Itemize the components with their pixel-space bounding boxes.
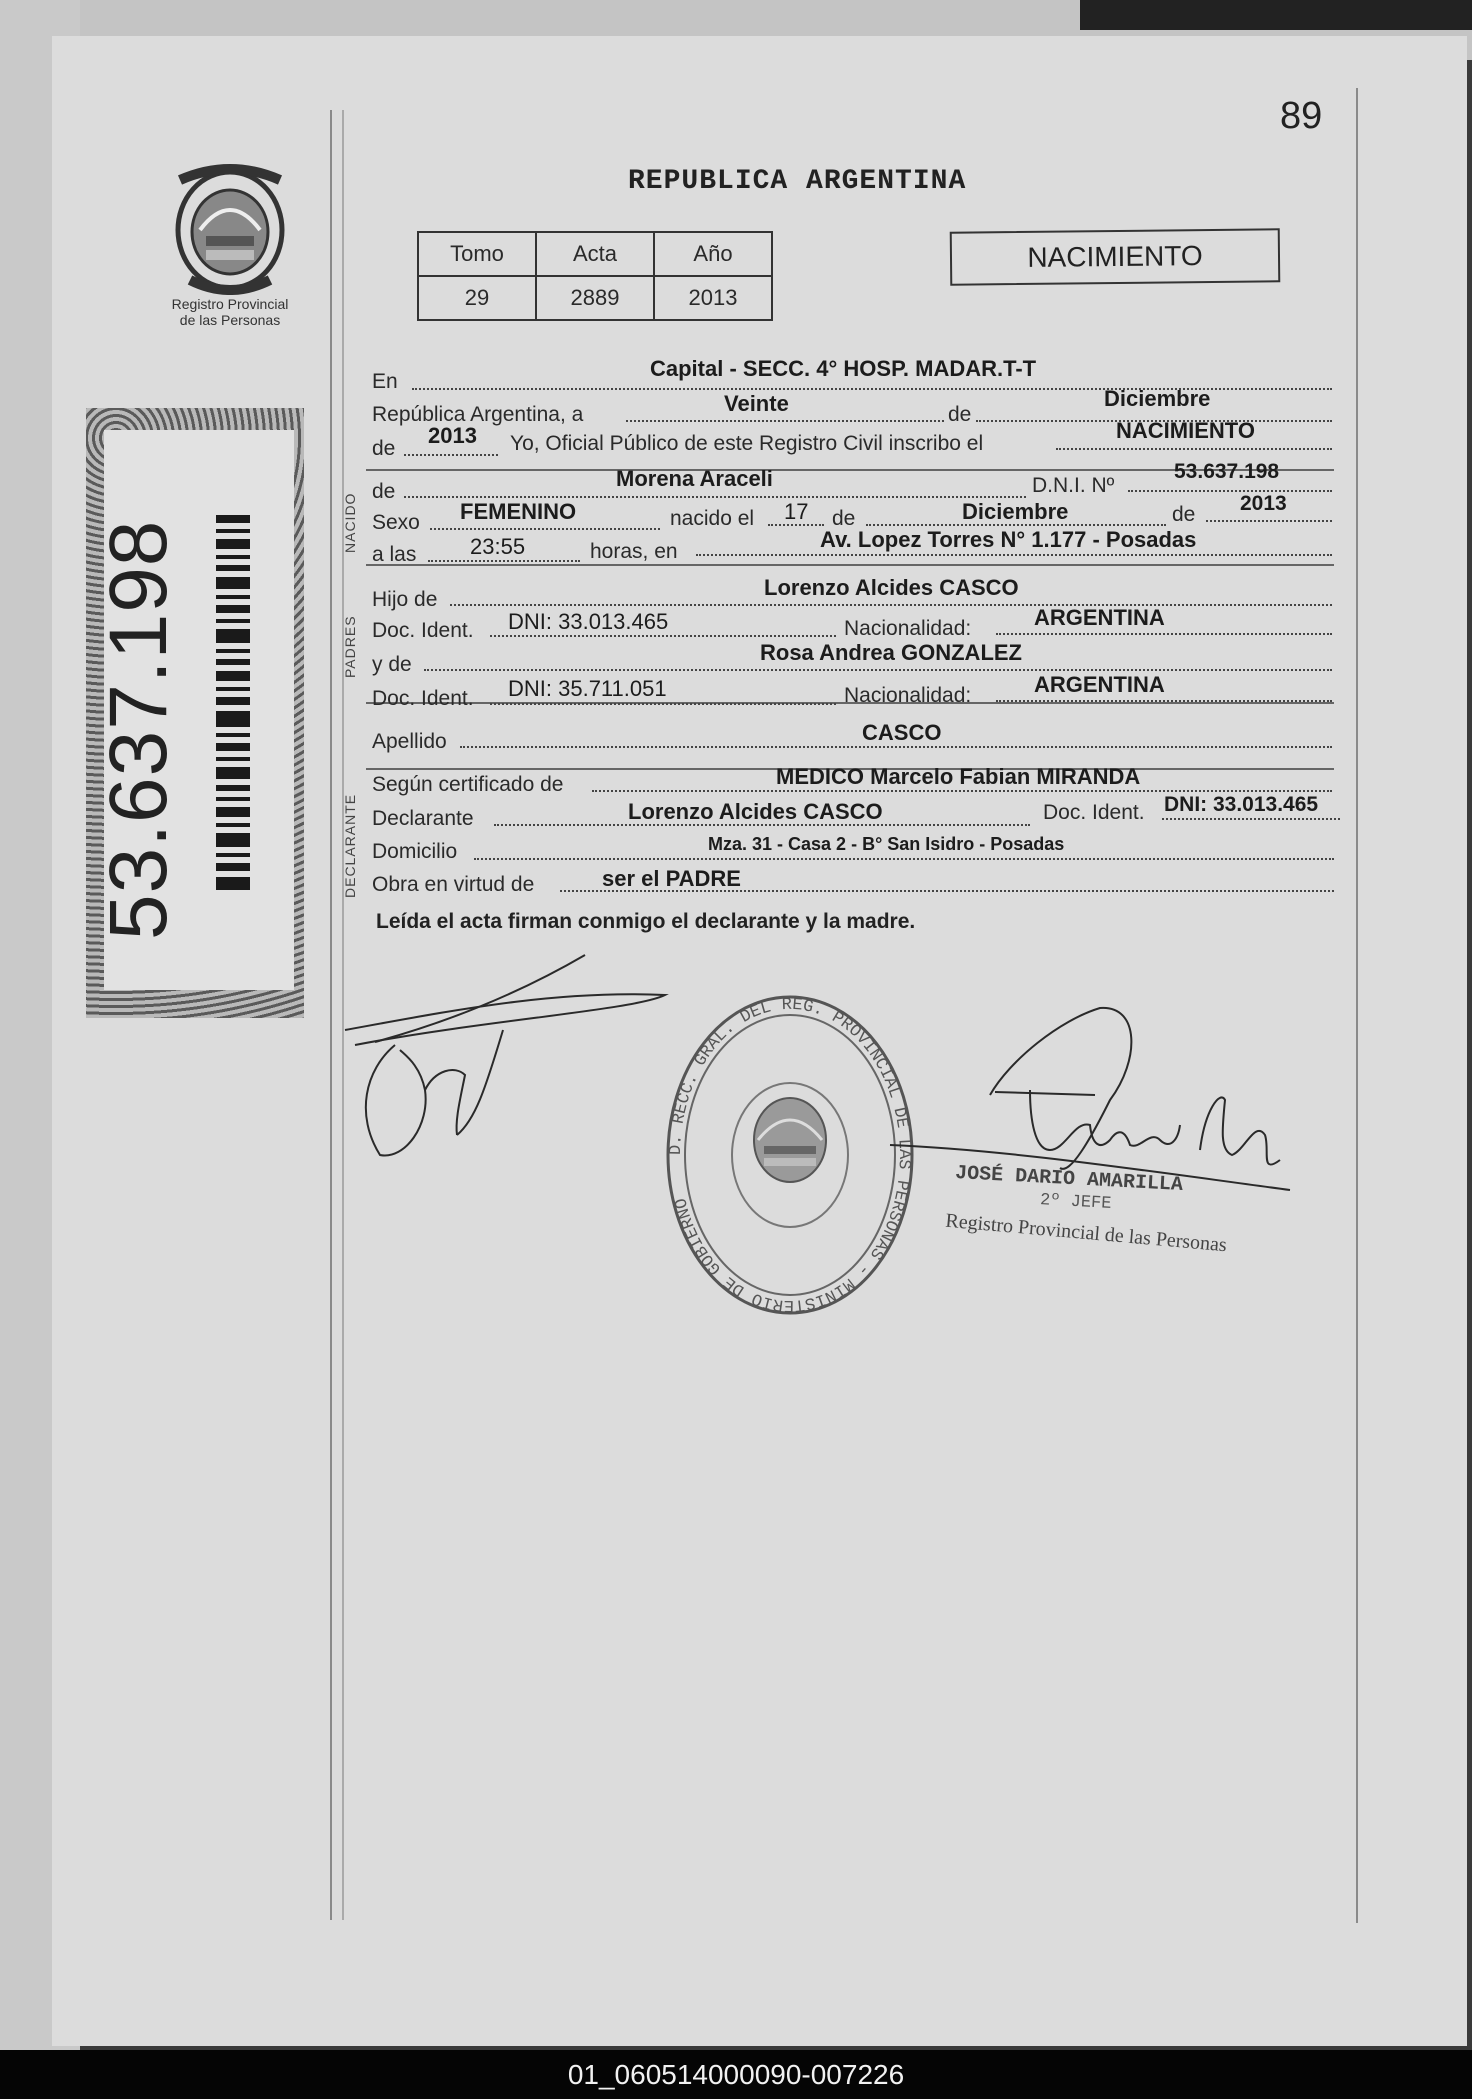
value-anio-nac: 2013 [1240,492,1287,515]
dots-acto [1056,446,1332,450]
value-madre: Rosa Andrea GONZALEZ [760,640,1022,665]
value-padre-doc: DNI: 33.013.465 [508,609,669,634]
dots-madre-nac [996,698,1332,702]
value-madre-doc: DNI: 35.711.051 [508,676,667,701]
label-doc-ident-madre: Doc. Ident. [372,687,474,710]
label-y-de: y de [372,653,412,676]
dots-anio-inscripcion [404,452,498,456]
official-title: 2º JEFE [1039,1191,1112,1214]
country-title: REPUBLICA ARGENTINA [628,166,967,197]
dots-anio-nac [1206,518,1332,522]
label-nacionalidad-madre: Nacionalidad: [844,684,972,707]
value-padre-nac: ARGENTINA [1034,605,1165,630]
label-de-anio-nac: de [1172,503,1196,526]
dots-domicilio [474,856,1334,860]
value-anio-inscripcion: 2013 [428,423,477,448]
margin-line-right [1356,88,1358,1923]
registry-header-acta: Acta [536,232,654,276]
dots-padre [450,602,1332,606]
registry-header-anio: Año [654,232,772,276]
label-yo: Yo, Oficial Público de este Registro Civil inscribo el [510,432,984,455]
dots-madre [424,667,1332,671]
dots-dni [1128,488,1332,492]
registry-table [417,231,773,321]
declarant-signature [335,950,695,1170]
separator-padres [366,564,1334,566]
label-de-mes-nac: de [832,507,856,530]
value-apellido: CASCO [862,720,942,745]
value-acto: NACIMIENTO [1116,418,1255,443]
registry-value-tomo: 29 [418,276,536,320]
value-declarante: Lorenzo Alcides CASCO [628,799,883,824]
label-nacionalidad-padre: Nacionalidad: [844,617,972,640]
label-republica: República Argentina, a [372,403,584,426]
official-office: Registro Provincial de las Personas [944,1209,1228,1257]
dots-dia-inscripcion [626,418,944,422]
label-nacido-el: nacido el [670,507,755,530]
side-label-padres: PADRES [342,615,358,678]
label-doc-ident-padre: Doc. Ident. [372,619,474,642]
label-horas-en: horas, en [590,540,678,563]
label-de-anio: de [372,437,396,460]
record-type-box: NACIMIENTO [950,228,1281,285]
crest-label-line-2: de las Personas [179,312,281,328]
registry-value-anio: 2013 [654,276,772,320]
value-mes-inscripcion: Diciembre [1104,386,1211,411]
value-dia-nac: 17 [784,499,809,524]
label-sexo: Sexo [372,511,420,534]
value-hora: 23:55 [470,534,526,559]
label-de-mes: de [948,403,972,426]
value-padre: Lorenzo Alcides CASCO [764,575,1019,600]
registry-value-row [418,276,772,320]
official-name: JOSÉ DARIO AMARILLA [954,1162,1184,1197]
barcode-dni-number: 53.637.198 [93,519,184,940]
crest-label-line-1: Registro Provincial [171,296,289,312]
label-obra: Obra en virtud de [372,873,535,896]
crest-label [150,296,310,328]
value-sexo: FEMENINO [460,499,577,524]
value-nombre: Morena Araceli [616,466,773,491]
background-top-right [1080,0,1472,30]
label-domicilio: Domicilio [372,840,458,863]
scan-footer-id: 01_060514000090-007226 [0,2050,1472,2099]
value-lugar-nac: Av. Lopez Torres N° 1.177 - Posadas [820,527,1197,552]
dots-sexo [430,526,660,530]
label-apellido: Apellido [372,730,447,753]
value-madre-nac: ARGENTINA [1034,672,1165,697]
side-label-nacido: NACIDO [342,492,358,553]
label-segun: Según certificado de [372,773,564,796]
label-declarante: Declarante [372,807,474,830]
value-certificado: MEDICO Marcelo Fabian MIRANDA [776,764,1141,789]
dots-nombre [404,494,1026,498]
label-en: En [372,370,398,393]
label-hijo-de: Hijo de [372,588,438,611]
barcode-icon [216,515,250,890]
label-dni: D.N.I. Nº [1032,474,1115,497]
label-doc-ident-declarante: Doc. Ident. [1043,801,1145,824]
province-crest-icon [160,160,300,295]
registry-header-tomo: Tomo [418,232,536,276]
margin-line-left [330,110,332,1920]
value-lugar: Capital - SECC. 4° HOSP. MADAR.T-T [650,356,1037,381]
seal-text: D. RECC. GRAL. DEL REG. PROVINCIAL DE LAS PERSONAS - MINISTERIO DE GOBIERNO [666,995,914,1315]
value-dia-inscripcion: Veinte [724,391,789,416]
registry-value-acta: 2889 [536,276,654,320]
dots-padre-nac [996,631,1332,635]
value-domicilio: Mza. 31 - Casa 2 - B° San Isidro - Posadas [708,834,1065,854]
value-mes-nac: Diciembre [962,499,1069,524]
value-dni: 53.637.198 [1174,460,1280,483]
page-number: 89 [1280,95,1323,137]
label-de-nombre: de [372,480,396,503]
label-a-las: a las [372,543,417,566]
side-label-declarante: DECLARANTE [342,793,358,898]
closing-statement: Leída el acta firman conmigo el declarante y la madre. [376,910,916,933]
registry-header-row [418,232,772,276]
value-obra: ser el PADRE [602,866,741,891]
value-declarante-doc: DNI: 33.013.465 [1164,793,1319,816]
